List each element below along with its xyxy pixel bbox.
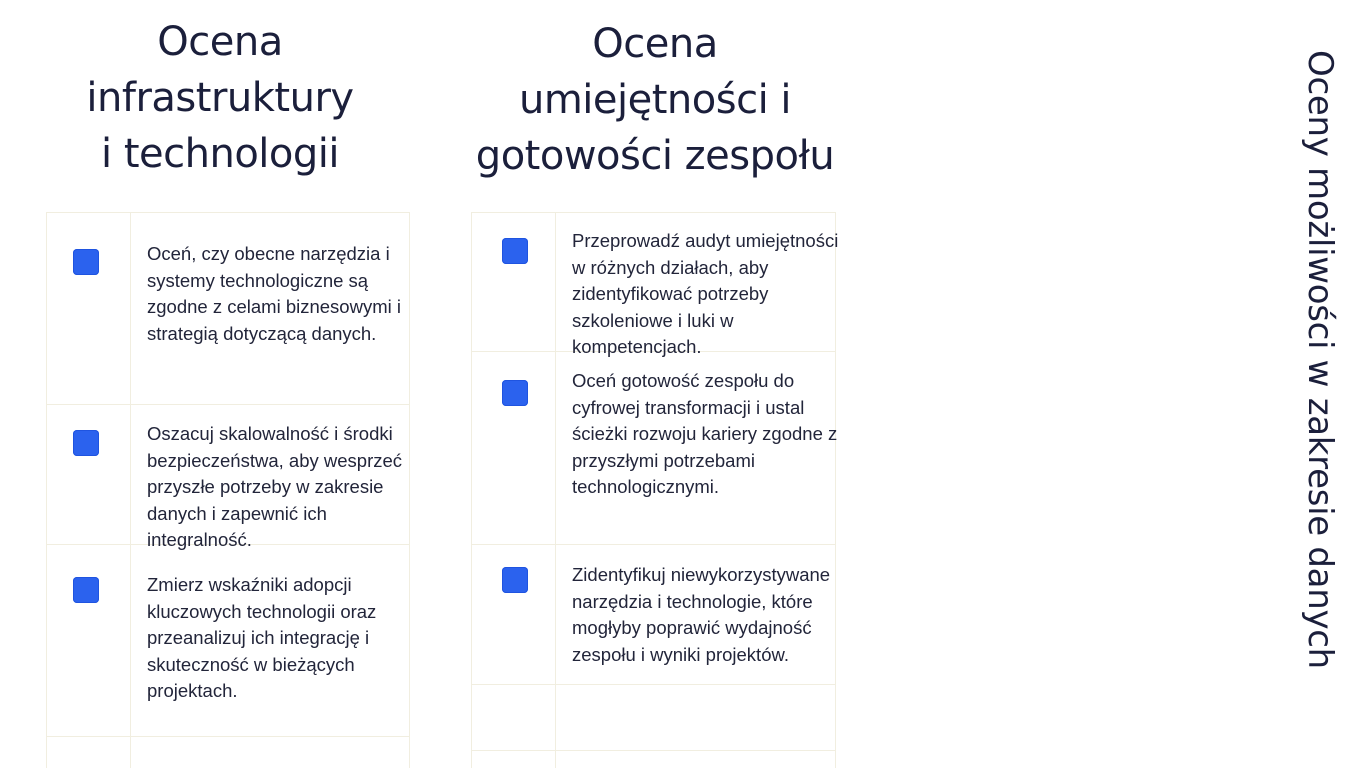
right-title-line-3: gotowości zespołu bbox=[475, 133, 835, 179]
checklist-item-text: Przeprowadź audyt umiejętności w różnych działach, aby zidentyfikować potrzeby szkoleniowe i luki w kompetencjach. bbox=[572, 230, 839, 357]
checkbox-icon[interactable] bbox=[502, 238, 528, 264]
left-checklist-table bbox=[46, 212, 410, 768]
checklist-row bbox=[47, 212, 409, 404]
table-row-divider bbox=[472, 750, 835, 751]
checklist-item-text: Oszacuj skalowalność i środki bezpieczeństwa, aby wesprzeć przyszłe potrzeby w zakresie danych i zapewnić ich integralność. bbox=[147, 423, 403, 550]
checklist-row bbox=[47, 404, 409, 550]
left-title-line-3: i technologii bbox=[101, 131, 339, 177]
right-title-line-2: umiejętności i bbox=[518, 77, 792, 123]
right-title-line-1: Ocena bbox=[592, 21, 718, 67]
side-title: Oceny możliwości w zakresie danych bbox=[1300, 50, 1340, 669]
table-row-divider bbox=[47, 736, 409, 737]
checkbox-icon[interactable] bbox=[73, 249, 99, 275]
checklist-row bbox=[472, 212, 839, 357]
checklist-item-text: Zmierz wskaźniki adopcji kluczowych technologii oraz przeanalizuj ich integrację i skuteczność w bieżących projektach. bbox=[147, 574, 377, 701]
table-row-divider bbox=[472, 684, 835, 685]
checklist-item-text: Oceń, czy obecne narzędzia i systemy technologiczne są zgodne z celami biznesowymi i strategią dotyczącą danych. bbox=[147, 243, 401, 344]
checklist-item-text: Zidentyfikuj niewykorzystywane narzędzia i technologie, które mogłyby poprawić wydajność zespołu i wyniki projektów. bbox=[572, 564, 831, 665]
checkbox-icon[interactable] bbox=[73, 430, 99, 456]
checklist-row bbox=[47, 544, 409, 736]
checkbox-icon[interactable] bbox=[502, 380, 528, 406]
left-title-line-2: infrastruktury bbox=[86, 75, 354, 121]
right-checklist-table bbox=[471, 212, 839, 768]
checklist-row bbox=[472, 351, 838, 544]
checkbox-icon[interactable] bbox=[502, 567, 528, 593]
checklist-row bbox=[472, 544, 835, 684]
left-column-title bbox=[40, 14, 400, 182]
right-column-title bbox=[455, 16, 855, 184]
left-title-line-1: Ocena bbox=[157, 19, 283, 65]
checklist-item-text: Oceń gotowość zespołu do cyfrowej transformacji i ustal ścieżki rozwoju kariery zgodne z przyszłymi potrzebami technologicznymi. bbox=[572, 370, 838, 497]
checkbox-icon[interactable] bbox=[73, 577, 99, 603]
